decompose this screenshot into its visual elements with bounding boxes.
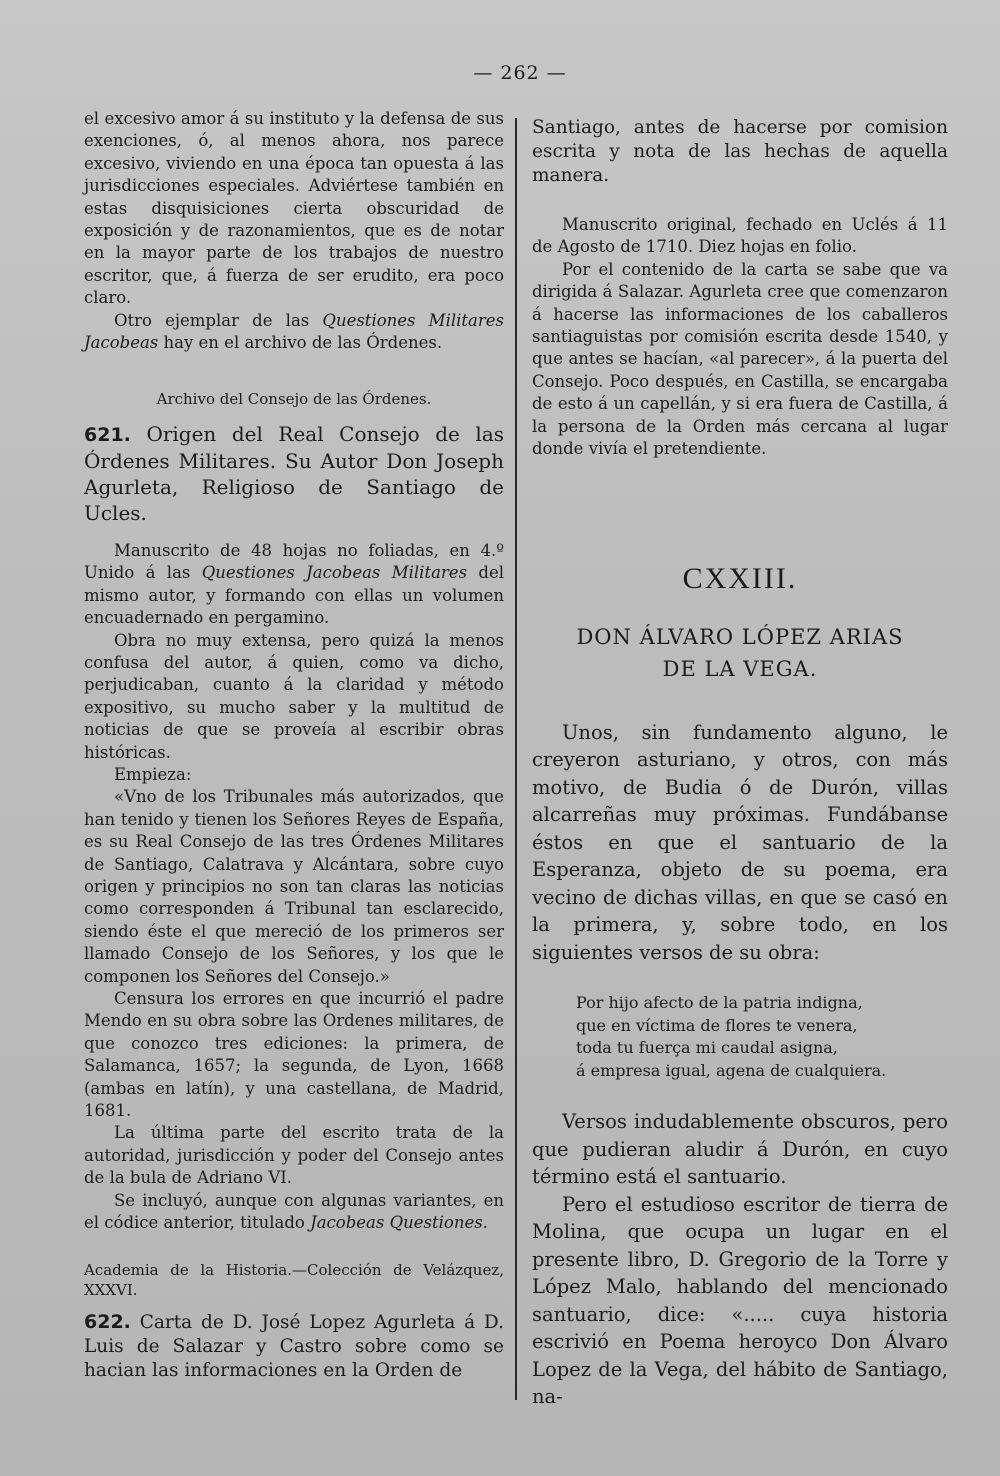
chapter-title-line: DE LA VEGA.: [662, 656, 818, 681]
paragraph: Censura los errores en que incurrió el padre Mendo en su obra sobre las Ordenes militares, de que conozco tres ediciones: la primera, de Salamanca, 1657; la segunda, de Lyon, 1668 (ambas en latín), y una castellana, de Madrid, 1681.: [84, 989, 504, 1121]
italic-title: Questiones Militares Jacobeas: [84, 310, 504, 353]
column-divider: [515, 118, 517, 1400]
chapter-title: [532, 621, 948, 685]
paragraph: La última parte del escrito trata de la autoridad, jurisdicción y poder del Consejo antes de la bula de Adriano VI.: [84, 1123, 504, 1188]
entry-heading: [84, 421, 504, 526]
paragraph: Pero el estudioso escritor de tierra de Molina, que ocupa un lugar en el presente libro, D. Gregorio de la Torre y López Malo, hablando del mencionado santuario, dice: «..... cuya historia escrivió en Poema heroyco Don Álvaro Lopez de la Vega, del hábito de Santiago, na-: [532, 1192, 948, 1409]
verse-line: que en víctima de flores te venera,: [576, 1015, 858, 1035]
paragraph: [84, 540, 504, 630]
page-number: — 262 —: [473, 62, 567, 84]
verse-line: á empresa igual, agena de cualquiera.: [576, 1060, 887, 1080]
paragraph: Obra no muy extensa, pero quizá la menos confusa del autor, á quien, como va dicho, perjudicaban, cuanto á la claridad y método expositivo, su mucho saber y la multitud de noticias de que se proveía al escribir obras históricas.: [84, 630, 504, 762]
text-span: hay en el archivo de las Órdenes.: [158, 333, 443, 353]
paragraph: Unos, sin fundamento alguno, le creyeron asturiano, y otros, con más motivo, de Budia ó de Durón, villas alcarreñas muy próximas. Fundábanse éstos en que el santuario de la Esperanza, objeto de su poema, era vecino de dichas villas, en que se casó en la primera, y, sobre todo, en los siguientes versos de su obra:: [532, 720, 948, 964]
paragraph: Por el contenido de la carta se sabe que va dirigida á Salazar. Agurleta cree que comenzaron á hacerse las informaciones de los caballeros santiaguistas por comisión escrita desde 1540, y que antes se hacían, «al parecer», á la puerta del Consejo. Poco después, en Castilla, se encargaba de esto á un capellán, y si era fuera de Castilla, á la persona de la Orden más cercana al lugar donde vivía el pretendiente.: [532, 259, 948, 459]
entry-heading: [84, 1310, 504, 1383]
quotation: «Vno de los Tribunales más autorizados, que han tenido y tienen los Señores Reyes de España, es su Real Consejo de las tres Órdenes Militares de Santiago, Calatrava y Alcántara, sobre cuyo origen y principios no son tan claras las noticias como corresponden á Tribunal tan esclarecido, siendo éste el que mereció de los primeros ser llamado Consejo de los Señores, y los que le componen los Señores del Consejo.»: [84, 787, 504, 986]
italic-title: Jacobeas Questiones.: [310, 1213, 488, 1233]
verse-line: Por hijo afecto de la patria indigna,: [576, 993, 863, 1013]
entry-number: 622.: [84, 1311, 131, 1334]
left-column: [84, 108, 504, 1383]
paragraph: [84, 310, 504, 355]
text-span: Otro ejemplar de las: [114, 310, 323, 330]
italic-title: Questiones Jacobeas Militares: [201, 563, 468, 583]
paragraph: el excesivo amor á su instituto y la defensa de sus exenciones, ó, al menos ahora, nos parece excesivo, viviendo en una época tan opuesta á las jurisdicciones especiales. Adviértese también en estas disquisiciones cierta obscuridad de exposición y de razonamientos, que es de notar en la mayor parte de los trabajos de nuestro escritor, que, á fuerza de ser erudito, era poco claro.: [84, 109, 504, 308]
entry-title: Carta de D. José Lopez Agurleta á D. Luis de Salazar y Castro sobre como se hacian las informaciones en la Orden de: [84, 1312, 504, 1382]
entry-number: 621.: [84, 423, 131, 446]
archive-reference: Archivo del Consejo de las Órdenes.: [156, 390, 432, 409]
paragraph: Versos indudablemente obscuros, pero que pudieran aludir á Durón, en cuyo término está el santuario.: [532, 1110, 948, 1189]
paragraph: [84, 1190, 504, 1235]
text-span: Se incluyó, aunque con algunas variantes, en el códice anterior, titulado: [84, 1190, 504, 1233]
paragraph: Empieza:: [114, 764, 192, 784]
paragraph: Manuscrito original, fechado en Uclés á 11 de Agosto de 1710. Diez hojas en folio.: [532, 215, 948, 257]
verse-block: [576, 992, 948, 1082]
entry-title: Origen del Real Consejo de las Órdenes Militares. Su Autor Don Joseph Agurleta, Religioso de Santiago de Ucles.: [84, 421, 505, 525]
entry-title-continued: Santiago, antes de hacerse por comision escrita y nota de las hechas de aquella manera.: [532, 117, 948, 186]
chapter-number: CXXIII.: [682, 562, 798, 596]
text-span: Manuscrito de 48 hojas no foliadas, en 4.º Unido á las: [84, 540, 504, 583]
right-column: [532, 116, 948, 1411]
archive-reference: Academia de la Historia.—Colección de Velázquez, XXXVI.: [84, 1261, 504, 1300]
verse-line: toda tu fuerça mi caudal asigna,: [576, 1038, 838, 1058]
chapter-title-line: DON ÁLVARO LÓPEZ ARIAS: [576, 624, 904, 649]
text-span: del mismo autor, y formando con ellas un volumen encuadernado en pergamino.: [84, 563, 504, 628]
